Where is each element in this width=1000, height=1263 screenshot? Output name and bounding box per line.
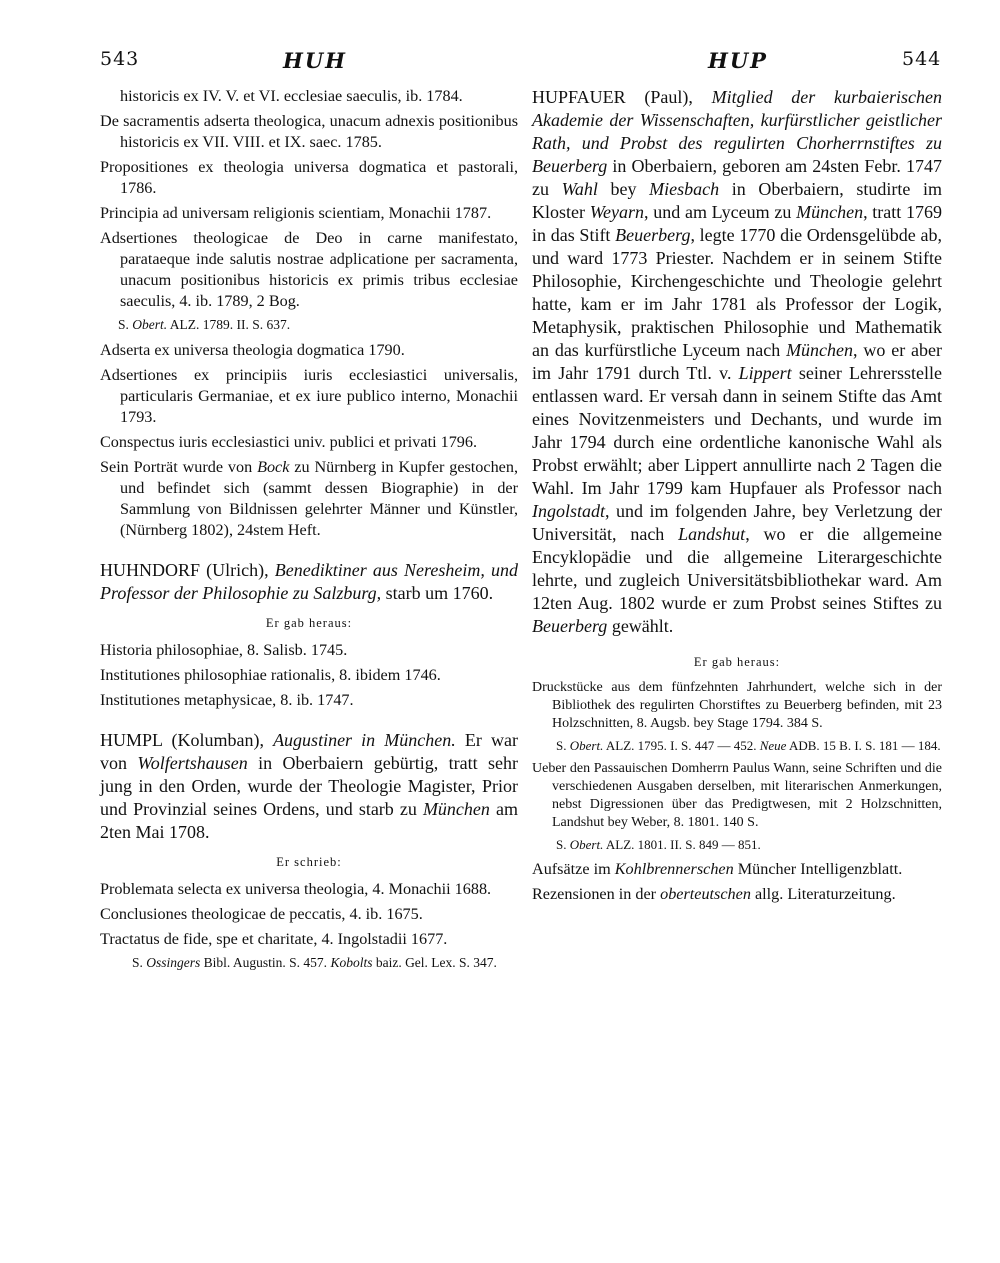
bibliography-entry: Rezensionen in der oberteutschen allg. Literaturzeitung. — [532, 885, 896, 903]
bibliography-entry: Aufsätze im Kohlbrennerschen Müncher Intelligenzblatt. — [532, 860, 903, 878]
bibliography-entry: De sacramentis adserta theologica, unacum adnexis positionibus historicis ex VII. VIII. et IX. saec. 1785. — [100, 112, 518, 151]
bibliography-entry: Druckstücke aus dem fünfzehnten Jahrhundert, welche sich in der Bibliothek des regulirten Chorstiftes zu Beuerberg befinden, mit 23 Holzschnitten, 8. Augsb. bey Stage 1794. 384 S. — [532, 680, 942, 731]
section-label: Er schrieb: — [276, 855, 342, 869]
section-label: Er gab heraus: — [693, 655, 781, 669]
person-humpl: HUMPL (Kolumban), Augustiner in München. Er war von Wolfertshausen in Oberbaiern gebürtig, tratt sehr jung in den Orden, wurde der Theologie Magister, Prior und Provinzial seines Ordens, und starb zu München am 2ten Mai 1708. — [100, 730, 518, 842]
bibliography-entry: Historia philosophiae, 8. Salisb. 1745. — [100, 641, 348, 659]
person-huhndorf: HUHNDORF (Ulrich), Benediktiner aus Neresheim, und Professor der Philosophie zu Salzburg, starb um 1760. — [100, 560, 518, 603]
citation: S. Obert. ALZ. 1801. II. S. 849 — 851. — [556, 837, 761, 852]
citation: S. Ossingers Bibl. Augustin. S. 457. Kobolts baiz. Gel. Lex. S. 347. — [132, 955, 497, 970]
left-column — [100, 86, 518, 978]
bibliography-entry: Tractatus de fide, spe et charitate, 4. Ingolstadii 1677. — [100, 930, 448, 948]
bibliography-entry: Adsertiones theologicae de Deo in carne manifestato, parataeque inde salutis nostrae adplicatione per sacramenta, unacum positionibus historicis ex primis tribus ecclesiae saeculis, 4. ib. 1789, 2 Bog. — [100, 229, 518, 310]
person-name: HUMPL — [100, 730, 163, 750]
person-name: HUHNDORF — [100, 560, 201, 580]
citation: S. Obert. ALZ. 1795. I. S. 447 — 452. Neue ADB. 15 B. I. S. 181 — 184. — [556, 738, 941, 753]
bibliography-entry: Propositiones ex theologia universa dogmatica et pastorali, 1786. — [100, 158, 518, 197]
left-running-head: HUH — [283, 48, 347, 73]
person-name: HUPFAUER — [532, 87, 626, 107]
bibliography-entry: Institutiones philosophiae rationalis, 8. ibidem 1746. — [100, 666, 441, 684]
bibliography-entry: Institutiones metaphysicae, 8. ib. 1747. — [100, 691, 354, 709]
person-hupfauer: HUPFAUER (Paul), Mitglied der kurbaierischen Akademie der Wissenschaften, kurfürstlicher geistlicher Rath, und Probst des regulirten Chorherrnstiftes zu Beuerberg in Oberbaiern, geboren am 24sten Febr. 1747 zu Wahl bey Miesbach in Oberbaiern, studirte im Kloster Weyarn, und am Lyceum zu München, tratt 1769 in das Stift Beuerberg, legte 1770 die Ordensgelübde ab, und ward 1773 Priester. Nachdem er in seinem Stifte Philosophie, Kirchengeschichte und Theologie gelehrt hatte, kam er im Jahr 1781 als Professor der Logik, Metaphysik, praktischen Philosophie und Mathematik an das kurfürstliche Lyceum nach München, wo er aber im Jahr 1791 durch Ttl. v. Lippert seiner Lehrersstelle entlassen ward. Er versah dann in seinem Stifte das Amt eines Novitzenmeisters und Dechants, und wurde im Jahr 1794 durch eine ordentliche kanonische Wahl als Probst erwählt; aber Lippert annullirte nach 2 Tagen die Wahl. Im Jahr 1799 kam Hupfauer als Professor nach Ingolstadt, und im folgenden Jahre, bey Verletzung der Universität, nach Landshut, wo er die allgemeine Encyklopädie und die allgemeine Literargeschichte lehrte, und zugleich Universitätsbibliothekar ward. Am 12ten Aug. 1802 wurde er zum Probst seines Stiftes zu Beuerberg gewählt. — [532, 87, 942, 636]
bibliography-entry: Ueber den Passauischen Domherrn Paulus Wann, seine Schriften und die verschiedenen Ausgaben derselben, mit literarischen Anmerkungen, nebst Digressionen über das Predigtwesen, mit 2 Holzschnitten, Landshut bey Weber, 8. 1801. 140 S. — [532, 761, 942, 830]
right-page-number: 544 — [902, 48, 942, 70]
bibliography-entry: Principia ad universam religionis scientiam, Monachii 1787. — [100, 204, 492, 222]
citation: S. Obert. ALZ. 1789. II. S. 637. — [118, 317, 291, 332]
left-page-number: 543 — [100, 48, 140, 70]
right-column — [532, 86, 942, 909]
bibliography-entry: Problemata selecta ex universa theologia, 4. Monachii 1688. — [100, 880, 492, 898]
bibliography-entry: Adsertiones ex principiis iuris ecclesiastici universalis, particularis Germaniae, et ex iure publico interno, Monachii 1793. — [100, 366, 518, 426]
portrait-note: Sein Porträt wurde von Bock zu Nürnberg in Kupfer gestochen, und befindet sich (sammt dessen Biographie) in der Sammlung von Bildnissen gelehrter Männer und Künstler, (Nürnberg 1802), 24stem Heft. — [100, 458, 518, 539]
bibliography-entry: Conspectus iuris ecclesiastici univ. publici et privati 1796. — [100, 433, 478, 451]
right-running-head: HUP — [708, 48, 768, 73]
continued-entry: historicis ex IV. V. et VI. ecclesiae saeculis, ib. 1784. — [120, 87, 463, 105]
bibliography-entry: Adserta ex universa theologia dogmatica 1790. — [100, 341, 405, 359]
section-label: Er gab heraus: — [265, 616, 353, 630]
bibliography-entry: Conclusiones theologicae de peccatis, 4. ib. 1675. — [100, 905, 423, 923]
